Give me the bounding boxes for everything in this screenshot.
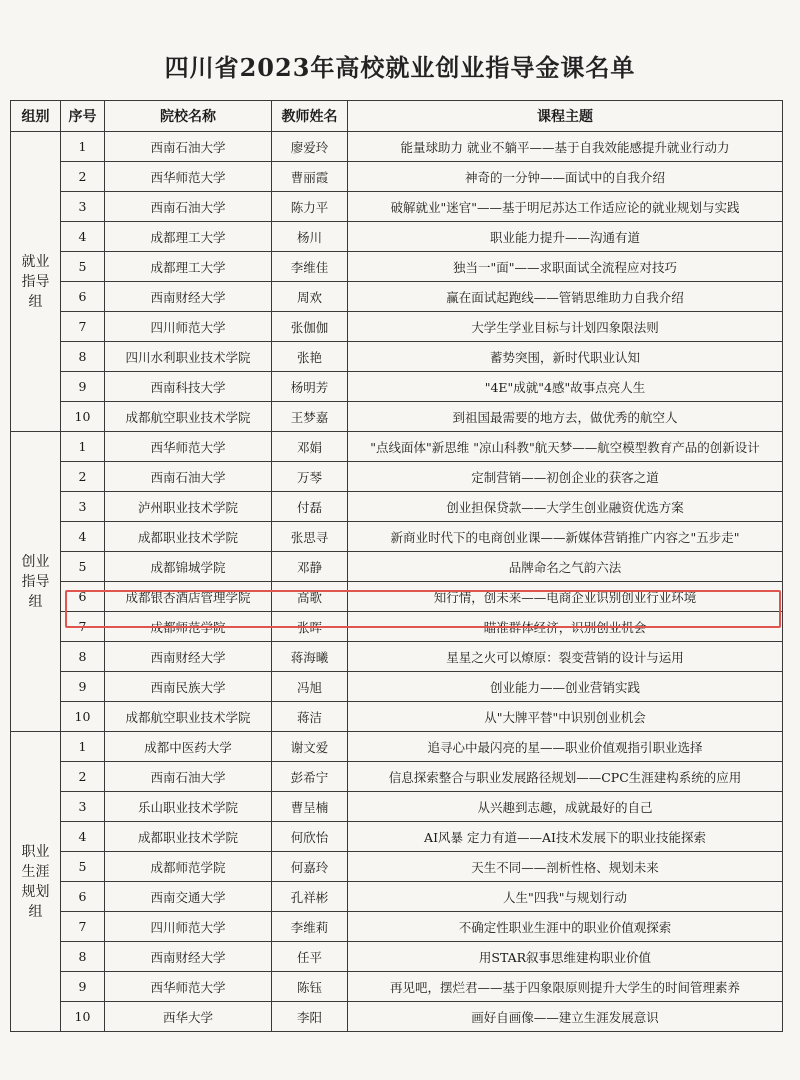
table-row [11,1002,783,1032]
teacher-name: 曹丽霞 [272,162,348,192]
school-name: 四川水利职业技术学院 [105,342,272,372]
table-row [11,552,783,582]
teacher-name: 孔祥彬 [272,882,348,912]
table-row [11,912,783,942]
table-row [11,162,783,192]
course-topic: 从"大牌平替"中识别创业机会 [348,702,783,732]
school-name: 西南石油大学 [105,132,272,162]
teacher-name: 万琴 [272,462,348,492]
teacher-name: 李维莉 [272,912,348,942]
course-topic: 大学生学业目标与计划四象限法则 [348,312,783,342]
course-topic: "点线面体"新思维 "凉山科教"航天梦——航空模型教育产品的创新设计 [348,432,783,462]
row-number: 10 [61,702,105,732]
row-number: 2 [61,762,105,792]
row-number: 7 [61,912,105,942]
teacher-name: 高歌 [272,582,348,612]
group-label: 创业 指导组 [11,432,61,732]
row-number: 10 [61,1002,105,1032]
teacher-name: 周欢 [272,282,348,312]
row-number: 9 [61,972,105,1002]
row-number: 8 [61,642,105,672]
row-number: 4 [61,522,105,552]
row-number: 5 [61,552,105,582]
course-topic: 再见吧，摆烂君——基于四象限原则提升大学生的时间管理素养 [348,972,783,1002]
course-topic: 信息探索整合与职业发展路径规划——CPC生涯建构系统的应用 [348,762,783,792]
school-name: 成都航空职业技术学院 [105,402,272,432]
row-number: 4 [61,822,105,852]
table-row [11,612,783,642]
row-number: 6 [61,282,105,312]
school-name: 四川师范大学 [105,912,272,942]
header-row [11,101,783,132]
teacher-name: 陈钰 [272,972,348,1002]
table-row [11,132,783,162]
course-topic: 用STAR叙事思维建构职业价值 [348,942,783,972]
course-topic: 从兴趣到志趣，成就最好的自己 [348,792,783,822]
table-row [11,642,783,672]
teacher-name: 何嘉玲 [272,852,348,882]
teacher-name: 王梦嘉 [272,402,348,432]
row-number: 9 [61,672,105,702]
table-row [11,312,783,342]
teacher-name: 付磊 [272,492,348,522]
teacher-name: 杨川 [272,222,348,252]
course-topic: 追寻心中最闪亮的星——职业价值观指引职业选择 [348,732,783,762]
table-row [11,402,783,432]
teacher-name: 李阳 [272,1002,348,1032]
school-name: 成都职业技术学院 [105,822,272,852]
table-body [11,132,783,1032]
header-teacher: 教师姓名 [272,101,348,132]
table-row [11,672,783,702]
table-row [11,492,783,522]
teacher-name: 张艳 [272,342,348,372]
school-name: 西南民族大学 [105,672,272,702]
course-topic: 破解就业"迷官"——基于明尼苏达工作适应论的就业规划与实践 [348,192,783,222]
teacher-name: 曹呈楠 [272,792,348,822]
row-number: 9 [61,372,105,402]
school-name: 成都师范学院 [105,612,272,642]
teacher-name: 杨明芳 [272,372,348,402]
row-number: 4 [61,222,105,252]
row-number: 6 [61,582,105,612]
row-number: 3 [61,492,105,522]
course-topic: 职业能力提升——沟通有道 [348,222,783,252]
teacher-name: 蒋海曦 [272,642,348,672]
school-name: 西南财经大学 [105,282,272,312]
course-topic: 星星之火可以燎原：裂变营销的设计与运用 [348,642,783,672]
header-no: 序号 [61,101,105,132]
school-name: 成都航空职业技术学院 [105,702,272,732]
school-name: 西南石油大学 [105,192,272,222]
course-topic: 人生"四我"与规划行动 [348,882,783,912]
course-list-table [10,100,783,1032]
school-name: 乐山职业技术学院 [105,792,272,822]
header-topic: 课程主题 [348,101,783,132]
course-topic: 天生不同——剖析性格、规划未来 [348,852,783,882]
school-name: 泸州职业技术学院 [105,492,272,522]
row-number: 7 [61,612,105,642]
table-row [11,282,783,312]
school-name: 西华师范大学 [105,162,272,192]
course-topic: 画好自画像——建立生涯发展意识 [348,1002,783,1032]
school-name: 西华师范大学 [105,972,272,1002]
table-row [11,702,783,732]
school-name: 成都中医药大学 [105,732,272,762]
row-number: 6 [61,882,105,912]
row-number: 2 [61,462,105,492]
row-number: 1 [61,432,105,462]
course-topic: 新商业时代下的电商创业课——新媒体营销推广内容之"五步走" [348,522,783,552]
school-name: 成都职业技术学院 [105,522,272,552]
course-topic: 神奇的一分钟——面试中的自我介绍 [348,162,783,192]
table-row [11,942,783,972]
course-topic: "4E"成就"4感"故事点亮人生 [348,372,783,402]
row-number: 1 [61,732,105,762]
course-topic: 定制营销——初创企业的获客之道 [348,462,783,492]
school-name: 成都理工大学 [105,222,272,252]
school-name: 西南财经大学 [105,942,272,972]
course-topic: 瞄准群体经济，识别创业机会 [348,612,783,642]
teacher-name: 陈力平 [272,192,348,222]
teacher-name: 邓静 [272,552,348,582]
row-number: 2 [61,162,105,192]
row-number: 8 [61,942,105,972]
page-title: 四川省2023年高校就业创业指导金课名单 [164,53,636,82]
header-school: 院校名称 [105,101,272,132]
teacher-name: 任平 [272,942,348,972]
school-name: 西华大学 [105,1002,272,1032]
table-row [11,972,783,1002]
table-row [11,582,783,612]
row-number: 7 [61,312,105,342]
row-number: 5 [61,252,105,282]
table-row [11,732,783,762]
school-name: 西南财经大学 [105,642,272,672]
course-topic: 知行情，创未来——电商企业识别创业行业环境 [348,582,783,612]
teacher-name: 邓娟 [272,432,348,462]
row-number: 3 [61,192,105,222]
header-group: 组别 [11,101,61,132]
teacher-name: 廖爱玲 [272,132,348,162]
group-label: 就业 指导组 [11,132,61,432]
table-row [11,432,783,462]
course-topic: 不确定性职业生涯中的职业价值观探索 [348,912,783,942]
school-name: 成都师范学院 [105,852,272,882]
teacher-name: 张思寻 [272,522,348,552]
row-number: 8 [61,342,105,372]
table-row [11,792,783,822]
row-number: 10 [61,402,105,432]
school-name: 成都锦城学院 [105,552,272,582]
course-topic: 能量球助力 就业不躺平——基于自我效能感提升就业行动力 [348,132,783,162]
course-topic: 赢在面试起跑线——管销思维助力自我介绍 [348,282,783,312]
course-topic: 品牌命名之气韵六法 [348,552,783,582]
table-row [11,852,783,882]
course-topic: 蓄势突围，新时代职业认知 [348,342,783,372]
teacher-name: 李维佳 [272,252,348,282]
row-number: 5 [61,852,105,882]
row-number: 1 [61,132,105,162]
teacher-name: 蒋洁 [272,702,348,732]
teacher-name: 冯旭 [272,672,348,702]
table-row [11,762,783,792]
teacher-name: 谢文爱 [272,732,348,762]
table-row [11,252,783,282]
school-name: 西南科技大学 [105,372,272,402]
school-name: 西南石油大学 [105,462,272,492]
table-row [11,342,783,372]
course-topic: 独当一"面"——求职面试全流程应对技巧 [348,252,783,282]
school-name: 西南交通大学 [105,882,272,912]
teacher-name: 何欣怡 [272,822,348,852]
school-name: 成都理工大学 [105,252,272,282]
table-row [11,222,783,252]
table-row [11,822,783,852]
course-topic: AI风暴 定力有道——AI技术发展下的职业技能探索 [348,822,783,852]
school-name: 四川师范大学 [105,312,272,342]
teacher-name: 张伽伽 [272,312,348,342]
table-row [11,522,783,552]
school-name: 西华师范大学 [105,432,272,462]
course-topic: 到祖国最需要的地方去，做优秀的航空人 [348,402,783,432]
group-label: 职业 生涯 规划组 [11,732,61,1032]
table-row [11,192,783,222]
course-topic: 创业担保贷款——大学生创业融资优选方案 [348,492,783,522]
table-row [11,462,783,492]
row-number: 3 [61,792,105,822]
course-topic: 创业能力——创业营销实践 [348,672,783,702]
table-row [11,372,783,402]
table-row [11,882,783,912]
school-name: 成都银杏酒店管理学院 [105,582,272,612]
teacher-name: 张晖 [272,612,348,642]
teacher-name: 彭希宁 [272,762,348,792]
school-name: 西南石油大学 [105,762,272,792]
